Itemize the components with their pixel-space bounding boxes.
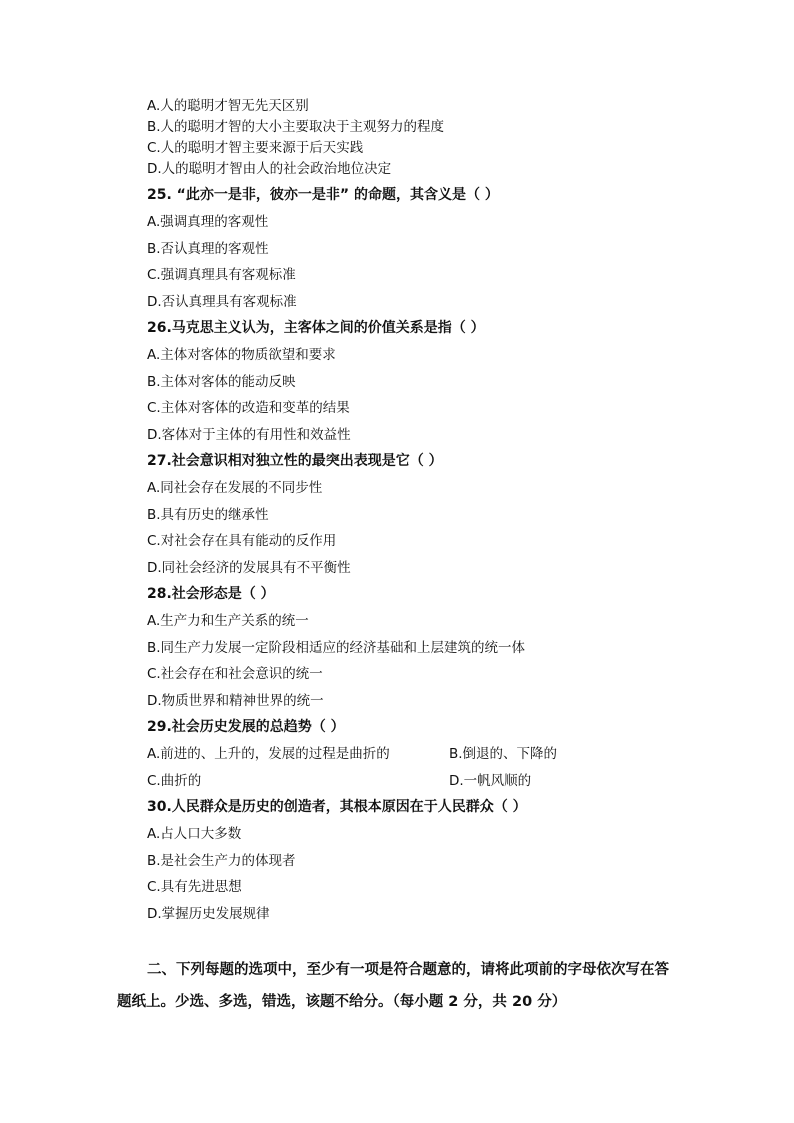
q27-stem: 27.社会意识相对独立性的最突出表现是它（ ）: [147, 453, 443, 469]
q26-option-a: A.主体对客体的物质欲望和要求: [147, 347, 336, 363]
q29-option-b: B.倒退的、下降的: [449, 746, 558, 762]
q29-option-c: C.曲折的: [147, 773, 202, 789]
q26-option-d: D.客体对于主体的有用性和效益性: [147, 427, 351, 443]
q28-option-c: C.社会存在和社会意识的统一: [147, 666, 323, 682]
q25-option-a: A.强调真理的客观性: [147, 214, 269, 230]
section-2-heading: [117, 954, 677, 1018]
q27-option-b: B.具有历史的继承性: [147, 507, 269, 523]
q29-stem: 29.社会历史发展的总趋势（ ）: [147, 719, 345, 735]
q24-option-b: B.人的聪明才智的大小主要取决于主观努力的程度: [147, 119, 445, 135]
q29-option-d: D.一帆风顺的: [449, 773, 532, 789]
q30-option-c: C.具有先进思想: [147, 879, 242, 895]
q26-option-b: B.主体对客体的能动反映: [147, 374, 296, 390]
q24-option-c: C.人的聪明才智主要来源于后天实践: [147, 140, 364, 156]
q25-stem: 25. “此亦一是非，彼亦一是非” 的命题，其含义是（ ）: [147, 187, 499, 203]
q27-option-c: C.对社会存在具有能动的反作用: [147, 533, 337, 549]
q26-stem: 26.马克思主义认为，主客体之间的价值关系是指（ ）: [147, 320, 485, 336]
q24-option-d: D.人的聪明才智由人的社会政治地位决定: [147, 161, 392, 177]
section-2-heading-text: 二、下列每题的选项中，至少有一项是符合题意的，请将此项前的字母依次写在答题纸上。少选、多选，错选，该题不给分。（每小题 2 分，共 20 分）: [117, 962, 669, 1010]
q28-stem: 28.社会形态是（ ）: [147, 586, 275, 602]
q25-option-d: D.否认真理具有客观标准: [147, 294, 297, 310]
q28-option-b: B.同生产力发展一定阶段相适应的经济基础和上层建筑的统一体: [147, 640, 526, 656]
q25-option-b: B.否认真理的客观性: [147, 241, 269, 257]
q30-option-b: B.是社会生产力的体现者: [147, 853, 296, 869]
q28-option-d: D.物质世界和精神世界的统一: [147, 693, 324, 709]
q24-option-a: A.人的聪明才智无先天区别: [147, 98, 309, 114]
q30-option-d: D.掌握历史发展规律: [147, 906, 270, 922]
q26-option-c: C.主体对客体的改造和变革的结果: [147, 400, 350, 416]
q28-option-a: A.生产力和生产关系的统一: [147, 613, 309, 629]
q30-option-a: A.占人口大多数: [147, 826, 242, 842]
q25-option-c: C.强调真理具有客观标准: [147, 267, 296, 283]
q30-stem: 30.人民群众是历史的创造者，其根本原因在于人民群众（ ）: [147, 799, 527, 815]
q27-option-a: A.同社会存在发展的不同步性: [147, 480, 323, 496]
q27-option-d: D.同社会经济的发展具有不平衡性: [147, 560, 351, 576]
q29-option-a: A.前进的、上升的，发展的过程是曲折的: [147, 746, 390, 762]
